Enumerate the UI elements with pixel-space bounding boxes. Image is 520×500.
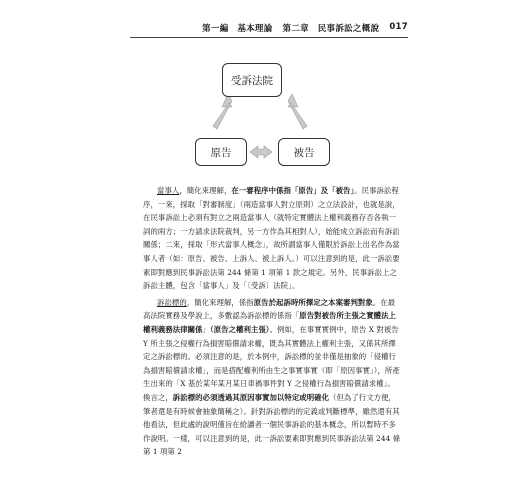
arrow-court-plaintiff-icon — [213, 94, 232, 129]
arrow-court-defendant-icon — [288, 94, 307, 129]
emphasis-subject-matter: 原告於起訴時所擇定之本案審判對象 — [253, 297, 373, 307]
defendant-box: 被告 — [278, 138, 330, 166]
term-parties: 當事人 — [157, 186, 180, 195]
court-box: 受訴法院 — [222, 63, 282, 97]
body-text — [143, 184, 401, 459]
header-chapter: 第二章 民事訴訟之概說 — [282, 24, 380, 34]
arrow-plaintiff-defendant-icon — [250, 146, 272, 158]
running-header — [180, 22, 408, 34]
litigation-triangle-diagram — [180, 58, 340, 170]
header-rule — [130, 37, 408, 38]
header-part: 第一編 基本理論 — [202, 24, 273, 34]
emphasis-cause-of-action: 訴訟標的必須透過其原因事實加以特定或明確化 — [172, 392, 330, 402]
term-subject-matter: 訴訟標的 — [157, 297, 187, 307]
paragraph-subject-matter: 訴訟標的，簡化來理解，係指原告於起訴時所擇定之本案審判對象。在最高法院實務及學說上，多數認為訴訟標的係指「原告對被告所主張之實體法上權利義務法律關係」（原告之權利主張）。例如，在事實實例中，原告 X 對被告 Y 所主張之侵權行為損害賠償請求權，既為其實體法上權利主張，又係其所擇定之訴訟標的。必須注意的是，於本例中，訴訟標的並非僅是抽象的「侵權行為損害賠償請求權」，而是搭配權利所由生之事實事實（即「原因事實」），所產生出來的「X 基於某年某月某日車禍事件對 Y 之侵權行為損害賠償請求權」。換言之，訴訟標的必須透過其原因事實加以特定或明確化（但為了行文方便，筆者還是有時候會抽象簡稱之）。針對訴訟標的的定義或判斷標準，雖然還有其他看法，但此處的說明僅旨在給讀者一個民事訴訟的基本概念，所以暫時不多作說明。一樣，可以注意到的是，此一訴訟要素即對應到民事訴訟法第 244 條第 1 項第 2 — [143, 297, 401, 457]
paragraph-parties: 當事人，簡化來理解，在一審程序中係指「原告」及「被告」。民事訴訟程序，一來，採取「對審制度」（兩造當事人對立原則）之立法設計，也就是說，在民事訴訟上必須有對立之兩造當事人（就特定實體法上權利義務存否各執一詞的兩方；一方請求法院裁判，另一方作為其相對人），始能成立訴訟而有訴訟關係；二來，採取「形式當事人概念」，故所謂當事人僅限於訴訟上出名作為當事人者（如：原告、被告、上訴人、被上訴人。）可以注意到的是，此一訴訟要素即對應到民事訴訟法第 244 條第 1 項第 1 款之規定。另外，民事訴訟上之訴訟主體，包含「當事人」及「〔受訴〕法院」。 — [143, 186, 400, 291]
header-page-number: 017 — [389, 22, 408, 32]
emphasis-parties: 在一審程序中係指「原告」及「被告」 — [231, 186, 355, 195]
plaintiff-box: 原告 — [195, 138, 247, 166]
